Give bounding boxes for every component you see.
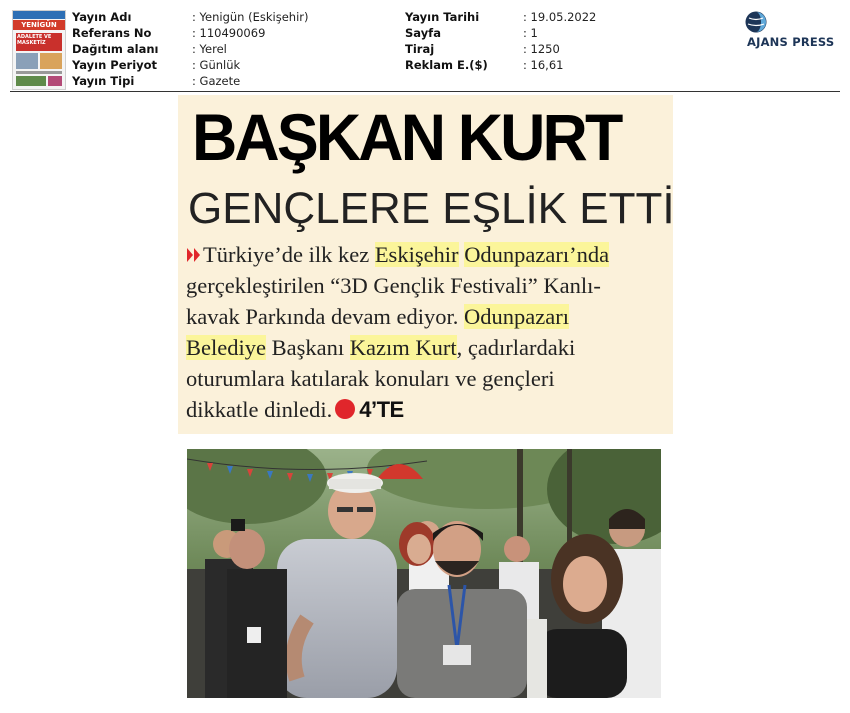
article-body (186, 239, 666, 425)
label-publication-period: Yayın Periyot (72, 58, 158, 72)
highlight-term: Odunpazarı (464, 304, 569, 329)
header-divider (10, 91, 840, 92)
value-publication-date: : 19.05.2022 (523, 10, 597, 24)
label-reference-no: Referans No (72, 26, 152, 40)
label-ad-equivalent: Reklam E.($) (405, 58, 488, 72)
page-reference: 4’TE (359, 397, 404, 422)
highlight-term: Odunpazarı’nda (464, 242, 610, 267)
body-line: kavak Parkında devam ediyor. Odunpazarı (186, 304, 569, 329)
festival-crowd-photo (187, 449, 661, 698)
article-headline: BAŞKAN KURT (192, 100, 621, 174)
body-line: dikkatle dinledi. 4’TE (186, 397, 404, 422)
globe-icon (745, 11, 767, 33)
value-distribution-area: : Yerel (192, 42, 227, 56)
double-arrow-icon (186, 247, 202, 263)
body-line: Türkiye’de ilk kez Eskişehir Odunpazarı’nda (186, 239, 666, 270)
label-distribution-area: Dağıtım alanı (72, 42, 159, 56)
body-line: gerçekleştirilen “3D Gençlik Festivali” Kanlı- (186, 273, 601, 298)
value-publication-period: : Günlük (192, 58, 241, 72)
value-publication-name: : Yenigün (Eskişehir) (192, 10, 309, 24)
highlight-term: Eskişehir (374, 242, 459, 267)
label-publication-date: Yayın Tarihi (405, 10, 480, 24)
label-page: Sayfa (405, 26, 441, 40)
value-circulation: : 1250 (523, 42, 560, 56)
value-page: : 1 (523, 26, 538, 40)
red-dot-icon (335, 399, 355, 419)
meta-left-values (192, 9, 308, 89)
thumbnail-masthead: YENİGÜN (13, 20, 65, 30)
news-clipping (178, 95, 673, 434)
highlight-term: Kazım Kurt (349, 335, 457, 360)
meta-left-labels (72, 9, 159, 89)
body-line: oturumlara katılarak konuları ve gençleri (186, 366, 555, 391)
value-publication-type: : Gazete (192, 74, 241, 88)
meta-right-labels (405, 9, 488, 73)
label-circulation: Tiraj (405, 42, 435, 56)
highlight-term: Belediye (186, 335, 266, 360)
newspaper-thumbnail (12, 10, 66, 90)
thumbnail-headline: ADALETE VE MASKETİZ (16, 33, 62, 51)
article-subheadline: GENÇLERE EŞLİK ETTİ (188, 184, 675, 233)
body-line: Belediye Başkanı Kazım Kurt, çadırlardaki (186, 335, 576, 360)
value-reference-no: : 110490069 (192, 26, 266, 40)
logo-text: AJANS PRESS (747, 35, 835, 49)
meta-right-values (523, 9, 596, 73)
value-ad-equivalent: : 16,61 (523, 58, 564, 72)
label-publication-name: Yayın Adı (72, 10, 132, 24)
ajans-press-logo (745, 11, 843, 51)
label-publication-type: Yayın Tipi (72, 74, 135, 88)
